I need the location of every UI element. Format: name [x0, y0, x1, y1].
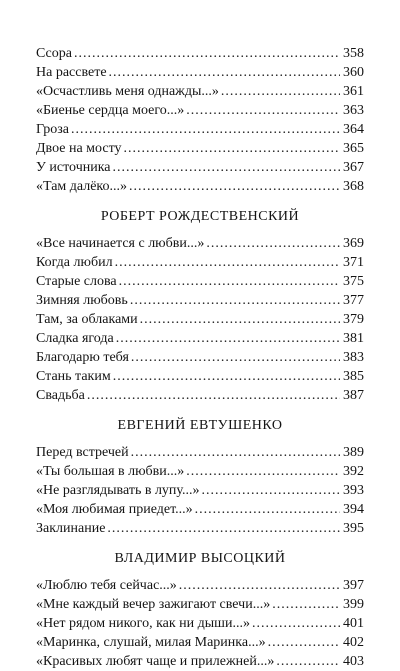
entry-title: «Ты большая в любви...»	[36, 464, 185, 479]
entry-title: Старые слова	[36, 274, 117, 289]
entry-title: «Нет рядом никого, как ни дыши...»	[36, 616, 250, 631]
entry-page-number: 365	[343, 141, 364, 156]
entry-page-number: 381	[343, 331, 364, 346]
toc-entry	[36, 386, 364, 405]
dot-leader	[113, 158, 340, 177]
entry-page-number: 375	[343, 274, 364, 289]
entry-title: У источника	[36, 160, 111, 175]
entry-page-number: 394	[343, 502, 364, 517]
toc-entry	[36, 329, 364, 348]
toc-entry	[36, 462, 364, 481]
entry-title: Перед встречей	[36, 445, 129, 460]
entry-title: Когда любил	[36, 255, 113, 270]
entry-page-number: 392	[343, 464, 364, 479]
entry-page-number: 371	[343, 255, 364, 270]
dot-leader	[195, 500, 340, 519]
author-heading	[36, 207, 364, 227]
dot-leader	[130, 291, 340, 310]
toc-entry	[36, 234, 364, 253]
dot-leader	[109, 63, 340, 82]
toc-entry	[36, 481, 364, 500]
dot-leader	[221, 82, 340, 101]
entry-title: Зимняя любовь	[36, 293, 128, 308]
dot-leader	[272, 595, 340, 614]
entry-page-number: 389	[343, 445, 364, 460]
entry-page-number: 361	[343, 84, 364, 99]
entry-title: «Там далёко...»	[36, 179, 128, 194]
dot-leader	[71, 120, 340, 139]
toc-entry	[36, 595, 364, 614]
entry-page-number: 367	[343, 160, 364, 175]
toc-entry	[36, 177, 364, 196]
entry-title: Сладка ягода	[36, 331, 114, 346]
dot-leader	[206, 234, 340, 253]
dot-leader	[179, 576, 340, 595]
entry-title: «Маринка, слушай, милая Маринка...»	[36, 635, 266, 650]
toc-entry	[36, 500, 364, 519]
toc-entry	[36, 367, 364, 386]
toc-entry	[36, 63, 364, 82]
entry-title: Стань таким	[36, 369, 111, 384]
entry-title: Двое на мосту	[36, 141, 122, 156]
entry-title: «Мне каждый вечер зажигают свечи...»	[36, 597, 271, 612]
toc-entry	[36, 120, 364, 139]
entry-page-number: 358	[343, 46, 364, 61]
entry-title: «Все начинается с любви...»	[36, 236, 205, 251]
entry-title: Заклинание	[36, 521, 106, 536]
entry-page-number: 401	[343, 616, 364, 631]
dot-leader	[107, 519, 340, 538]
author-heading	[36, 416, 364, 436]
entry-title: «Люблю тебя сейчас...»	[36, 578, 177, 593]
entry-page-number: 363	[343, 103, 364, 118]
entry-page-number: 383	[343, 350, 364, 365]
entry-page-number: 379	[343, 312, 364, 327]
entry-title: Там, за облаками	[36, 312, 138, 327]
toc-entry	[36, 652, 364, 671]
toc-entry	[36, 139, 364, 158]
toc-group	[36, 207, 364, 405]
dot-leader	[74, 44, 340, 63]
toc-entry	[36, 272, 364, 291]
toc-entry	[36, 253, 364, 272]
toc-entry	[36, 633, 364, 652]
toc-group	[36, 44, 364, 196]
dot-leader	[140, 310, 340, 329]
toc-entry	[36, 519, 364, 538]
entry-title: Свадьба	[36, 388, 85, 403]
author-name: ВЛАДИМИР ВЫСОЦКИЙ	[114, 551, 286, 566]
dot-leader	[115, 253, 340, 272]
entry-page-number: 403	[343, 654, 364, 669]
toc-entry	[36, 576, 364, 595]
toc-entry	[36, 443, 364, 462]
entry-page-number: 369	[343, 236, 364, 251]
dot-leader	[276, 652, 340, 671]
author-name: ЕВГЕНИЙ ЕВТУШЕНКО	[117, 418, 283, 433]
dot-leader	[129, 177, 340, 196]
dot-leader	[202, 481, 340, 500]
toc-group	[36, 416, 364, 538]
entry-title: Гроза	[36, 122, 69, 137]
entry-title: «Осчастливь меня однажды...»	[36, 84, 219, 99]
entry-page-number: 385	[343, 369, 364, 384]
dot-leader	[116, 329, 340, 348]
entry-page-number: 402	[343, 635, 364, 650]
toc-entry	[36, 310, 364, 329]
dot-leader	[131, 443, 340, 462]
dot-leader	[268, 633, 340, 652]
entry-page-number: 368	[343, 179, 364, 194]
author-name: РОБЕРТ РОЖДЕСТВЕНСКИЙ	[100, 209, 300, 224]
entry-title: «Моя любимая приедет...»	[36, 502, 193, 517]
entry-page-number: 395	[343, 521, 364, 536]
entry-page-number: 397	[343, 578, 364, 593]
author-heading	[36, 549, 364, 569]
toc-entry	[36, 44, 364, 63]
toc-entry	[36, 348, 364, 367]
dot-leader	[186, 462, 340, 481]
dot-leader	[87, 386, 340, 405]
entry-page-number: 387	[343, 388, 364, 403]
dot-leader	[113, 367, 340, 386]
entry-title: Ссора	[36, 46, 72, 61]
dot-leader	[131, 348, 340, 367]
toc-entry	[36, 101, 364, 120]
dot-leader	[124, 139, 340, 158]
toc-entry	[36, 82, 364, 101]
entry-page-number: 399	[343, 597, 364, 612]
entry-page-number: 393	[343, 483, 364, 498]
entry-title: «Красивых любят чаще и прилежней...»	[36, 654, 275, 669]
dot-leader	[186, 101, 340, 120]
entry-title: Благодарю тебя	[36, 350, 129, 365]
entry-page-number: 360	[343, 65, 364, 80]
entry-title: «Не разглядывать в лупу...»	[36, 483, 200, 498]
toc-group	[36, 549, 364, 671]
entry-page-number: 364	[343, 122, 364, 137]
entry-title: «Биенье сердца моего...»	[36, 103, 185, 118]
entry-page-number: 377	[343, 293, 364, 308]
dot-leader	[119, 272, 340, 291]
entry-title: На рассвете	[36, 65, 107, 80]
toc-entry	[36, 158, 364, 177]
toc-entry	[36, 291, 364, 310]
